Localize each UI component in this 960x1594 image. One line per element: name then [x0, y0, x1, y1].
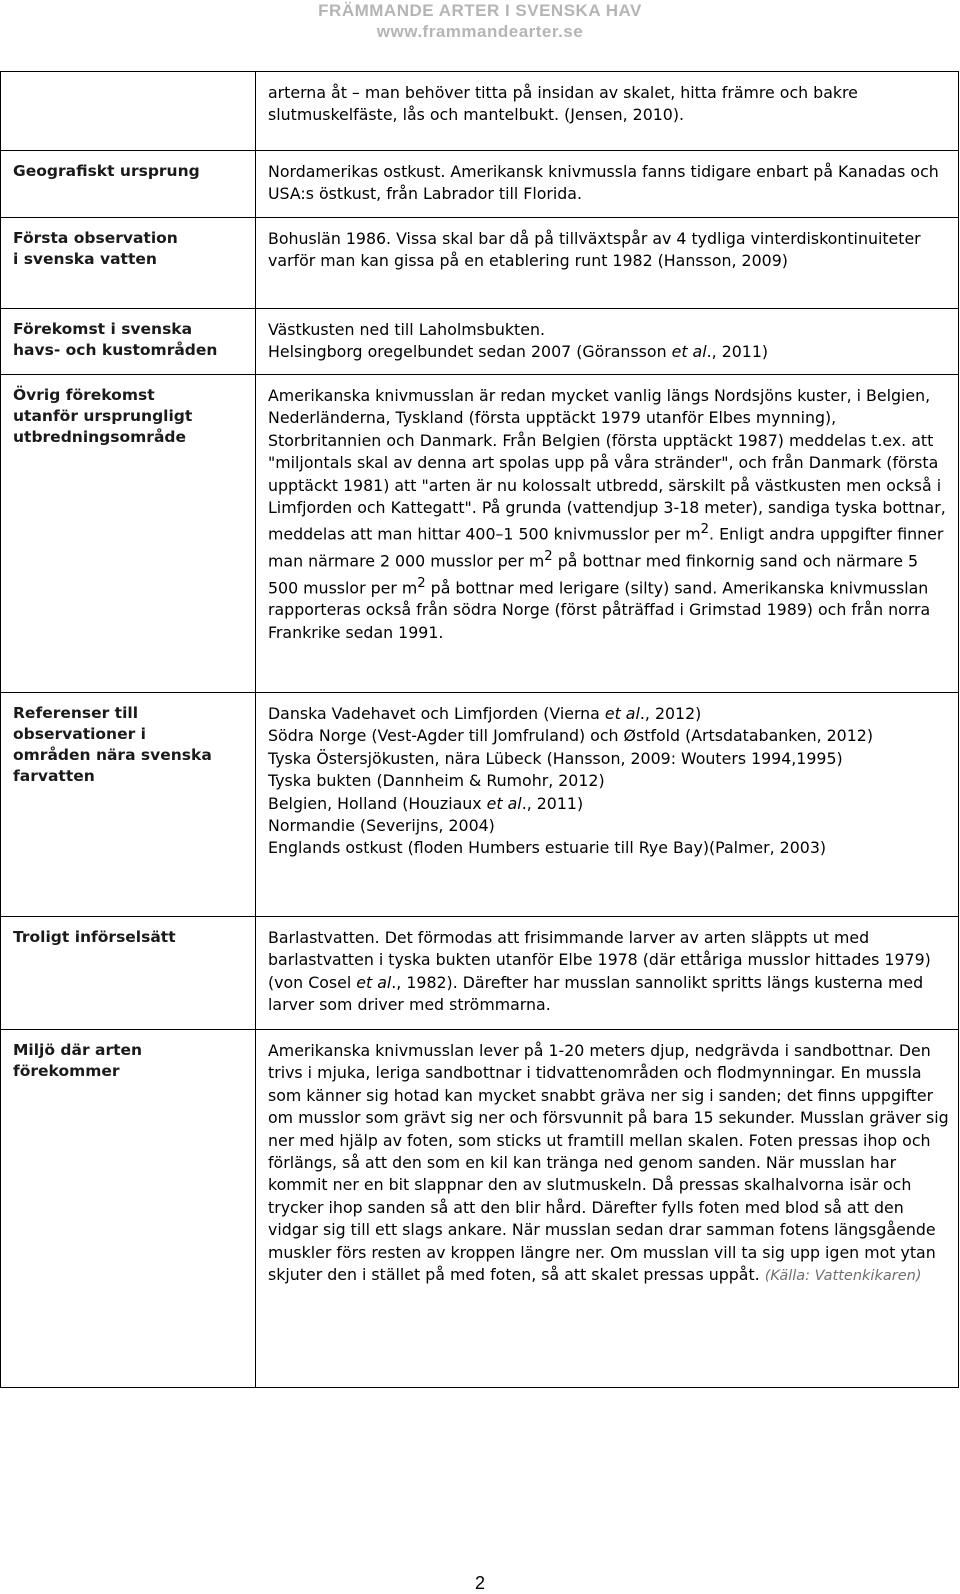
table-row-origin — [1, 151, 959, 218]
page-number: 2 — [474, 1573, 485, 1593]
row-label-occurrence-sweden — [1, 309, 256, 375]
row-label-environment — [1, 1030, 256, 1388]
row-label-origin: Geografiskt ursprung — [1, 151, 256, 218]
text-span: Amerikanska knivmusslan lever på 1-20 meters djup, nedgrävda i sandbottnar. Den trivs i mjuka, leriga sandbottnar i tidvattenområden och flodmynningar. En mussla som känner sig hotad kan mycket snabbt gräva ner sig i sanden; det finns uppgifter om musslor som grävt sig ner och försvunnit på bara 15 sekunder. Musslan gräver sig ner med hjälp av foten, som sticks ut framtill mellan skalen. Foten pressas ihop och förlängs, så att den som en kil kan tränga ned genom sanden. När musslan har kommit ner en bit slappnar den av slutmuskeln. Då pressas skalhalvorna isär och trycker ihop sanden så att den blir hård. Därefter fylls foten med blod så att den vidgar sig till ett slags ankare. När musslan sedan drar samman fotens längsgående muskler förs resten av kroppen längre ner. Om musslan vill ta sig upp igen mot ytan skjuter den i stället på med foten, så att skalet pressas uppåt. — [268, 1041, 949, 1285]
row-label-first-observation — [1, 218, 256, 309]
document-header-title: FRÄMMANDE ARTER I SVENSKA HAV — [318, 1, 642, 20]
table-row-references — [1, 693, 959, 917]
italic-span: et al — [356, 972, 392, 992]
label-line: i svenska vatten — [13, 250, 157, 268]
text-span: Belgien, Holland (Houziaux — [268, 793, 487, 813]
text-span: ., 1982). Därefter har musslan sannolikt spritts längs kusterna med larver som driver med strömmarna. — [268, 972, 924, 1015]
reference-line: Tyska Östersjökusten, nära Lübeck (Hansson, 2009: Wouters 1994,1995) — [268, 748, 843, 768]
text-span: Danska Vadehavet och Limfjorden (Vierna — [268, 704, 605, 723]
row-label-introduction-route: Troligt införselsätt — [1, 917, 256, 1030]
text-span: . Enligt andra uppgifter finner man närmare 2 000 musslor per m — [268, 524, 944, 571]
document-header-url: www.frammandearter.se — [376, 22, 584, 41]
label-line: Första observation — [13, 229, 178, 247]
reference-line: Tyska bukten (Dannheim & Rumohr, 2012) — [268, 771, 605, 791]
text-span: Helsingborg oregelbundet sedan 2007 (Göransson — [268, 342, 672, 362]
row-value-first-observation: Bohuslän 1986. Vissa skal bar då på tillväxtspår av 4 tydliga vinterdiskontinuiteter varför man kan gissa på en etablering runt 1982 (Hansson, 2009) — [256, 218, 959, 309]
text-line — [268, 341, 950, 363]
reference-line — [268, 703, 950, 725]
text-span: Amerikanska knivmusslan är redan mycket vanlig längs Nordsjöns kuster, i Belgien, Nederländerna, Tyskland (första upptäckt 1979 utanför Elbes mynning), Storbritannien och Danmark. Från Belgien (första upptäckt 1987) meddelas t.ex. att "miljontals skal av denna art spolas upp på våra stränder", och från Danmark (första upptäckt 1981) att "arten är nu kolossalt utbredd, särskilt på västkusten men också i Limfjorden och Kattegatt". På grunda (vattendjup 3-18 meter), sandiga tyska bottnar, meddelas att man hittar 400–1 500 knivmusslor per m — [268, 386, 946, 544]
italic-span: et al — [486, 793, 522, 813]
text-span: ., 2011) — [521, 793, 584, 813]
label-line: farvatten — [13, 767, 95, 785]
label-line: havs- och kustområden — [13, 341, 218, 359]
label-line: utbredningsområde — [13, 428, 187, 446]
species-fact-table — [0, 71, 959, 1388]
label-line: utanför ursprungligt — [13, 407, 193, 425]
row-label-references — [1, 693, 256, 917]
text-span: på bottnar med lerigare (silty) sand. Amerikanska knivmusslan rapporteras också från södra Norge (först påträffad i Grimstad 1989) och från norra Frankrike sedan 1991. — [268, 578, 931, 642]
row-value-occurrence-sweden — [256, 309, 959, 375]
label-line: områden nära svenska — [13, 746, 212, 764]
label-line: Referenser till — [13, 704, 139, 722]
text-span: Barlastvatten. Det förmodas att frisimmande larver av arten släppts ut med barlastvatten i tyska bukten utanför Elbe 1978 (där ettåriga musslor hittades 1979)(von Cosel — [268, 928, 931, 992]
row-value-references — [256, 693, 959, 917]
label-line: Miljö där arten — [13, 1041, 143, 1059]
italic-span: et al — [671, 342, 707, 362]
table-row-first-observation — [1, 218, 959, 309]
superscript: 2 — [544, 549, 553, 565]
table-row-other-occurrence — [1, 375, 959, 693]
superscript: 2 — [417, 575, 426, 591]
label-line: Förekomst i svenska — [13, 320, 193, 338]
row-value-origin: Nordamerikas ostkust. Amerikansk knivmussla fanns tidigare enbart på Kanadas och USA:s östkust, från Labrador till Florida. — [256, 151, 959, 218]
row-label-other-occurrence — [1, 375, 256, 693]
text-span: ., 2012) — [639, 704, 702, 723]
table-row-introduction-route — [1, 917, 959, 1030]
reference-line: Normandie (Severijns, 2004) — [268, 816, 495, 836]
row-value-other-occurrence — [256, 375, 959, 693]
reference-line: Englands ostkust (floden Humbers estuarie till Rye Bay)(Palmer, 2003) — [268, 838, 827, 858]
italic-span: et al — [604, 704, 640, 723]
label-line: observationer i — [13, 725, 146, 743]
reference-line — [268, 793, 950, 815]
reference-line: Södra Norge (Vest-Agder till Jomfruland) och Østfold (Artsdatabanken, 2012) — [268, 726, 873, 746]
table-row-occurrence-sweden — [1, 309, 959, 375]
table-row-intro — [1, 72, 959, 151]
text-span: ., 2011) — [706, 342, 769, 362]
table-row-environment — [1, 1030, 959, 1388]
label-line: Övrig förekomst — [13, 386, 155, 404]
source-note: (Källa: Vattenkikaren) — [764, 1268, 922, 1285]
row-value: arterna åt – man behöver titta på insidan av skalet, hitta främre och bakre slutmuskelfäste, lås och mantelbukt. (Jensen, 2010). — [256, 72, 959, 151]
row-value-introduction-route — [256, 917, 959, 1030]
row-label — [1, 72, 256, 151]
row-value-environment — [256, 1030, 959, 1388]
text-line: Västkusten ned till Laholmsbukten. — [268, 320, 545, 339]
text-span: på bottnar med finkornig sand och närmare 5 500 musslor per m — [268, 551, 919, 598]
superscript: 2 — [700, 522, 710, 538]
label-line: förekommer — [13, 1062, 120, 1080]
